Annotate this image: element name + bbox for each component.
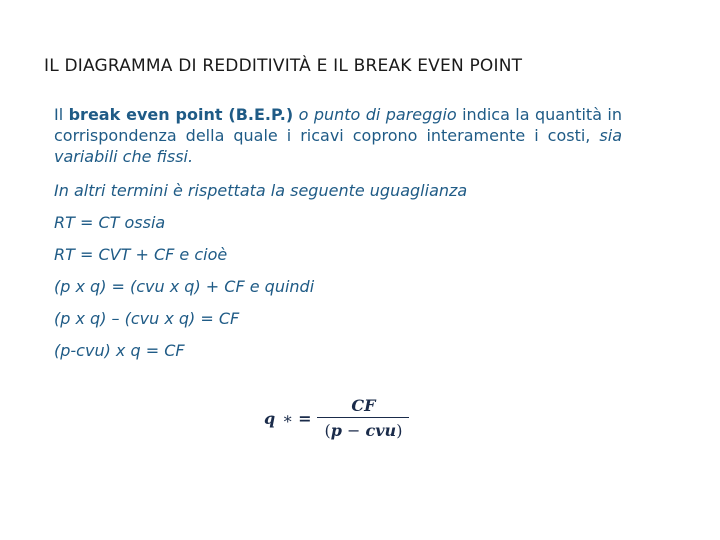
intro-text-1: Il xyxy=(54,105,69,124)
formula-fraction xyxy=(317,396,409,440)
intro-text-3: sia variabili che fissi. xyxy=(54,126,622,166)
line-altri-termini: In altri termini è rispettata la seguente uguaglianza xyxy=(54,181,468,200)
line-pq-equation: (p x q) = (cvu x q) + CF e quindi xyxy=(54,277,315,296)
formula-denominator xyxy=(325,418,403,440)
den-cvu: cvu xyxy=(365,421,397,440)
line-rt-cvt-cf: RT = CVT + CF e cioè xyxy=(54,245,228,264)
line-p-cvu: (p-cvu) x q = CF xyxy=(54,341,185,360)
line-rt-ct: RT = CT ossia xyxy=(54,213,166,232)
den-open: ( xyxy=(324,421,331,440)
formula-numerator: CF xyxy=(351,396,376,415)
formula-equals: = xyxy=(298,408,312,428)
intro-text-2: indica la quantità in corrispondenza della quale i ricavi coprono interamente i costi, xyxy=(54,105,623,145)
line-pq-minus: (p x q) – (cvu x q) = CF xyxy=(54,309,240,328)
formula-lhs: q xyxy=(264,408,276,428)
bep-formula xyxy=(264,396,409,440)
slide-title: IL DIAGRAMMA DI REDDITIVITÀ E IL BREAK EVEN POINT xyxy=(44,56,523,76)
intro-text-pareggio: o punto di pareggio xyxy=(293,105,457,124)
definition-paragraph xyxy=(54,104,622,167)
den-p: p xyxy=(330,421,342,440)
content-body xyxy=(54,104,622,361)
den-close: ) xyxy=(396,421,403,440)
formula-star: ∗ xyxy=(282,408,294,428)
den-minus: − xyxy=(341,421,366,440)
intro-term-bep: break even point (B.E.P.) xyxy=(68,105,294,124)
